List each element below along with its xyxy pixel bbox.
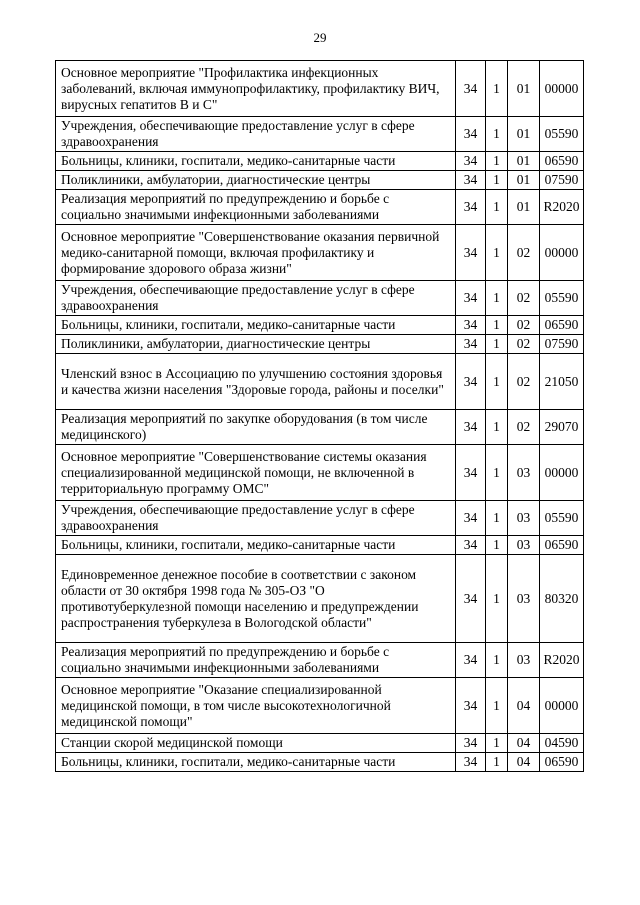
- code-subprogram: 1: [486, 335, 508, 354]
- code-direction: 00000: [540, 445, 584, 501]
- table-row: [56, 354, 584, 410]
- table-row: [56, 555, 584, 643]
- code-subprogram: 1: [486, 281, 508, 316]
- code-activity: 04: [508, 753, 540, 772]
- code-section: 34: [456, 678, 486, 734]
- code-subprogram: 1: [486, 643, 508, 678]
- code-section: 34: [456, 335, 486, 354]
- code-section: 34: [456, 410, 486, 445]
- code-direction: 06590: [540, 753, 584, 772]
- code-activity: 04: [508, 678, 540, 734]
- table-row: [56, 152, 584, 171]
- code-subprogram: 1: [486, 555, 508, 643]
- code-activity: 02: [508, 335, 540, 354]
- code-activity: 01: [508, 152, 540, 171]
- code-subprogram: 1: [486, 445, 508, 501]
- code-section: 34: [456, 61, 486, 117]
- row-description: Учреждения, обеспечивающие предоставление услуг в сфере здравоохранения: [56, 117, 456, 152]
- code-subprogram: 1: [486, 354, 508, 410]
- row-description: Учреждения, обеспечивающие предоставление услуг в сфере здравоохранения: [56, 501, 456, 536]
- table-row: [56, 225, 584, 281]
- table-row: [56, 171, 584, 190]
- code-activity: 01: [508, 190, 540, 225]
- code-subprogram: 1: [486, 410, 508, 445]
- code-direction: R2020: [540, 190, 584, 225]
- code-subprogram: 1: [486, 734, 508, 753]
- code-direction: 06590: [540, 536, 584, 555]
- code-subprogram: 1: [486, 316, 508, 335]
- table-row: [56, 316, 584, 335]
- code-direction: 29070: [540, 410, 584, 445]
- row-description: Поликлиники, амбулатории, диагностические центры: [56, 335, 456, 354]
- code-direction: 05590: [540, 117, 584, 152]
- code-activity: 02: [508, 281, 540, 316]
- table-row: [56, 190, 584, 225]
- code-activity: 02: [508, 410, 540, 445]
- table-row: [56, 281, 584, 316]
- code-direction: 05590: [540, 281, 584, 316]
- code-subprogram: 1: [486, 536, 508, 555]
- code-direction: 00000: [540, 61, 584, 117]
- code-activity: 03: [508, 555, 540, 643]
- code-section: 34: [456, 152, 486, 171]
- table-row: [56, 501, 584, 536]
- table-row: [56, 335, 584, 354]
- code-section: 34: [456, 316, 486, 335]
- page-number: 29: [313, 30, 327, 45]
- code-direction: 80320: [540, 555, 584, 643]
- code-direction: 04590: [540, 734, 584, 753]
- code-section: 34: [456, 117, 486, 152]
- code-subprogram: 1: [486, 501, 508, 536]
- code-section: 34: [456, 536, 486, 555]
- code-activity: 03: [508, 643, 540, 678]
- code-section: 34: [456, 281, 486, 316]
- code-activity: 01: [508, 171, 540, 190]
- code-direction: 00000: [540, 225, 584, 281]
- table-row: [56, 536, 584, 555]
- code-section: 34: [456, 555, 486, 643]
- code-section: 34: [456, 225, 486, 281]
- table-row: [56, 445, 584, 501]
- code-activity: 02: [508, 225, 540, 281]
- code-direction: 05590: [540, 501, 584, 536]
- code-direction: 06590: [540, 152, 584, 171]
- row-description: Больницы, клиники, госпитали, медико-санитарные части: [56, 753, 456, 772]
- code-subprogram: 1: [486, 61, 508, 117]
- code-direction: 07590: [540, 171, 584, 190]
- code-section: 34: [456, 753, 486, 772]
- table-row: [56, 643, 584, 678]
- row-description: Реализация мероприятий по закупке оборудования (в том числе медицинского): [56, 410, 456, 445]
- row-description: Станции скорой медицинской помощи: [56, 734, 456, 753]
- code-activity: 02: [508, 316, 540, 335]
- code-subprogram: 1: [486, 678, 508, 734]
- code-direction: 21050: [540, 354, 584, 410]
- code-subprogram: 1: [486, 152, 508, 171]
- code-section: 34: [456, 501, 486, 536]
- table-row: [56, 734, 584, 753]
- code-section: 34: [456, 190, 486, 225]
- code-activity: 04: [508, 734, 540, 753]
- code-subprogram: 1: [486, 190, 508, 225]
- code-direction: R2020: [540, 643, 584, 678]
- code-activity: 01: [508, 117, 540, 152]
- code-direction: 07590: [540, 335, 584, 354]
- row-description: Членский взнос в Ассоциацию по улучшению состояния здоровья и качества жизни населения "Здоровые города, районы и поселки": [56, 354, 456, 410]
- row-description: Основное мероприятие "Совершенствование системы оказания специализированной медицинской помощи, не включенной в территориальную программу ОМС": [56, 445, 456, 501]
- row-description: Реализация мероприятий по предупреждению и борьбе с социально значимыми инфекционными заболеваниями: [56, 190, 456, 225]
- code-direction: 06590: [540, 316, 584, 335]
- code-activity: 02: [508, 354, 540, 410]
- row-description: Поликлиники, амбулатории, диагностические центры: [56, 171, 456, 190]
- code-direction: 00000: [540, 678, 584, 734]
- code-activity: 03: [508, 445, 540, 501]
- row-description: Основное мероприятие "Совершенствование оказания первичной медико-санитарной помощи, включая профилактику и формирование здорового образа жизни": [56, 225, 456, 281]
- row-description: Учреждения, обеспечивающие предоставление услуг в сфере здравоохранения: [56, 281, 456, 316]
- row-description: Больницы, клиники, госпитали, медико-санитарные части: [56, 536, 456, 555]
- row-description: Больницы, клиники, госпитали, медико-санитарные части: [56, 152, 456, 171]
- budget-classification-table: [55, 60, 584, 772]
- row-description: Больницы, клиники, госпитали, медико-санитарные части: [56, 316, 456, 335]
- table-row: [56, 753, 584, 772]
- table-row: [56, 410, 584, 445]
- code-subprogram: 1: [486, 753, 508, 772]
- table-body: [56, 61, 584, 772]
- row-description: Основное мероприятие "Оказание специализированной медицинской помощи, в том числе высокотехнологичной медицинской помощи": [56, 678, 456, 734]
- table-row: [56, 61, 584, 117]
- row-description: Единовременное денежное пособие в соответствии с законом области от 30 октября 1998 года № 305-ОЗ "О противотуберкулезной помощи населению и предупреждении распространения туберкулеза в Вологодской области": [56, 555, 456, 643]
- code-subprogram: 1: [486, 171, 508, 190]
- code-subprogram: 1: [486, 117, 508, 152]
- code-section: 34: [456, 171, 486, 190]
- code-activity: 01: [508, 61, 540, 117]
- code-section: 34: [456, 643, 486, 678]
- row-description: Основное мероприятие "Профилактика инфекционных заболеваний, включая иммунопрофилактику, профилактику ВИЧ, вирусных гепатитов В и С": [56, 61, 456, 117]
- code-section: 34: [456, 734, 486, 753]
- code-subprogram: 1: [486, 225, 508, 281]
- code-section: 34: [456, 445, 486, 501]
- table-row: [56, 117, 584, 152]
- table-row: [56, 678, 584, 734]
- row-description: Реализация мероприятий по предупреждению и борьбе с социально значимыми инфекционными заболеваниями: [56, 643, 456, 678]
- code-activity: 03: [508, 536, 540, 555]
- code-activity: 03: [508, 501, 540, 536]
- code-section: 34: [456, 354, 486, 410]
